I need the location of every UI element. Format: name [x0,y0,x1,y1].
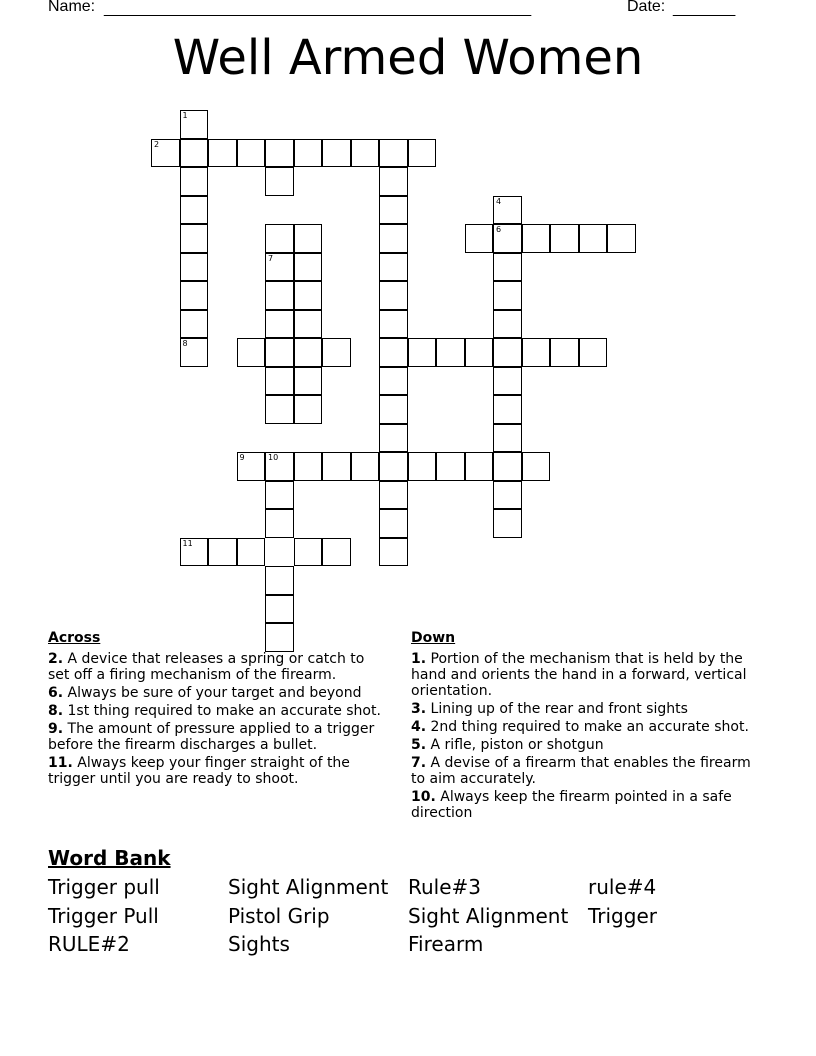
clue-number: 6 [496,225,502,234]
word-bank-item: Sights [228,932,290,956]
word-bank-item: RULE#2 [48,932,130,956]
word-bank-item: Trigger pull [48,875,160,899]
grid-cell[interactable] [265,310,294,339]
across-clue [48,651,388,683]
grid-cell[interactable] [493,424,522,453]
down-clue [411,701,751,717]
grid-cell[interactable] [408,338,437,367]
grid-cell[interactable] [265,224,294,253]
grid-cell[interactable] [550,224,579,253]
grid-cell[interactable] [237,452,266,481]
grid-cell[interactable] [379,253,408,282]
grid-cell[interactable] [294,253,323,282]
grid-cell[interactable] [322,538,351,567]
word-bank [48,873,768,959]
grid-cell[interactable] [294,538,323,567]
grid-cell[interactable] [208,139,237,168]
grid-cell[interactable] [493,509,522,538]
clue-number: 9 [239,453,245,462]
clue-number: 11 [182,538,193,548]
grid-cell[interactable] [579,224,608,253]
grid-cell[interactable] [237,139,266,168]
clue-number: 10 [268,453,279,462]
grid-cell[interactable] [265,481,294,510]
grid-cell[interactable] [522,338,551,367]
grid-cell[interactable] [379,481,408,510]
word-bank-item: Trigger Pull [48,903,159,928]
grid-cell[interactable] [379,338,408,367]
grid-cell[interactable] [493,281,522,310]
grid-cell[interactable] [379,196,408,225]
word-bank-item: Pistol Grip [228,903,330,928]
grid-cell[interactable] [180,338,209,367]
clue-text: Always be sure of your target and beyond [67,685,362,701]
grid-cell[interactable] [265,281,294,310]
across-heading: Across [48,630,101,646]
word-bank-item [588,930,768,959]
grid-cell[interactable] [265,367,294,396]
clue-number-label: 2. [48,651,64,667]
grid-cell[interactable] [379,139,408,168]
clue-number-label: 1. [411,651,427,667]
word-bank-item: Firearm [408,932,484,956]
grid-cell[interactable] [379,281,408,310]
grid-cell[interactable] [237,538,266,567]
grid-cell[interactable] [265,338,294,367]
grid-cell[interactable] [579,338,608,367]
grid-cell[interactable] [493,367,522,396]
grid-cell[interactable] [436,452,465,481]
word-bank-item: Rule#3 [408,875,482,899]
grid-cell[interactable] [151,139,180,168]
grid-cell[interactable] [180,110,209,139]
grid-cell[interactable] [436,338,465,367]
down-clue [411,651,751,699]
grid-cell[interactable] [493,196,522,225]
grid-cell[interactable] [265,139,294,168]
grid-cell[interactable] [607,224,636,253]
clue-text: Portion of the mechanism that is held by the hand and orients the hand in a forward, vertical orientation. [411,651,747,699]
word-bank-row [48,902,768,931]
grid-cell[interactable] [379,224,408,253]
clue-number-label: 5. [411,737,427,753]
grid-cell[interactable] [180,253,209,282]
grid-cell[interactable] [351,139,380,168]
grid-cell[interactable] [265,509,294,538]
down-clue-list [411,651,751,823]
word-bank-row [48,873,768,902]
grid-cell[interactable] [180,196,209,225]
grid-cell[interactable] [265,253,294,282]
grid-cell[interactable] [379,395,408,424]
grid-cell[interactable] [408,139,437,168]
down-clue [411,755,751,787]
clue-number-label: 4. [411,719,427,735]
word-bank-item: Trigger [588,903,657,928]
grid-cell[interactable] [180,281,209,310]
grid-cell[interactable] [379,509,408,538]
clue-number: 7 [268,253,274,263]
clue-text: Always keep the firearm pointed in a safe direction [411,789,732,821]
grid-cell[interactable] [465,338,494,367]
word-bank-row [48,930,768,959]
grid-cell[interactable] [493,395,522,424]
grid-cell[interactable] [493,338,522,367]
clue-text: A device that releases a spring or catch to set off a firing mechanism of the firearm. [48,651,365,683]
down-clue [411,719,751,735]
grid-cell[interactable] [265,167,294,196]
clue-text: Always keep your finger straight of the trigger until you are ready to shoot. [48,755,350,787]
grid-cell[interactable] [180,538,209,567]
grid-cell[interactable] [465,452,494,481]
grid-cell[interactable] [294,139,323,168]
date-label: Date: [627,0,666,15]
clue-number: 4 [496,196,502,206]
clue-text: The amount of pressure applied to a trigger before the firearm discharges a bullet. [48,721,375,753]
clue-text: A devise of a firearm that enables the firearm to aim accurately. [411,755,751,787]
clue-number-label: 10. [411,789,436,805]
grid-cell[interactable] [379,310,408,339]
grid-cell[interactable] [294,310,323,339]
grid-cell[interactable] [265,452,294,481]
across-clue [48,685,388,701]
grid-cell[interactable] [522,452,551,481]
grid-cell[interactable] [379,452,408,481]
clue-text: Lining up of the rear and front sights [430,701,688,717]
grid-cell[interactable] [294,452,323,481]
grid-cell[interactable] [294,395,323,424]
grid-cell[interactable] [493,481,522,510]
clue-text: A rifle, piston or shotgun [430,737,604,753]
clue-number-label: 3. [411,701,427,717]
grid-cell[interactable] [208,538,237,567]
grid-cell[interactable] [294,338,323,367]
grid-cell[interactable] [493,224,522,253]
clue-number-label: 11. [48,755,73,771]
grid-cell[interactable] [265,395,294,424]
grid-cell[interactable] [322,452,351,481]
across-clue [48,755,388,787]
clue-number: 8 [182,339,188,348]
name-blank-line[interactable]: ________________________________________________ [104,0,532,17]
clue-number: 2 [154,139,160,149]
grid-cell[interactable] [265,566,294,595]
grid-cell[interactable] [265,595,294,624]
clue-number-label: 9. [48,721,64,737]
clue-number-label: 7. [411,755,427,771]
down-heading: Down [411,630,456,646]
grid-cell[interactable] [265,623,294,652]
grid-cell[interactable] [322,139,351,168]
grid-cell[interactable] [493,452,522,481]
puzzle-title: Well Armed Women [172,30,644,86]
grid-cell[interactable] [180,310,209,339]
grid-cell[interactable] [294,224,323,253]
across-clue-list [48,651,388,789]
grid-cell[interactable] [379,538,408,567]
grid-cell[interactable] [294,367,323,396]
word-bank-item: Sight Alignment [408,903,569,928]
grid-cell[interactable] [522,224,551,253]
grid-cell[interactable] [493,310,522,339]
grid-cell[interactable] [379,424,408,453]
down-clue [411,789,751,821]
date-blank-line[interactable]: _______ [673,0,736,17]
name-label: Name: [48,0,96,15]
grid-cell[interactable] [180,224,209,253]
grid-cell[interactable] [550,338,579,367]
grid-cell[interactable] [180,167,209,196]
across-clue [48,721,388,753]
word-bank-item: rule#4 [588,875,657,899]
grid-cell[interactable] [237,338,266,367]
word-bank-title: Word Bank [48,846,171,870]
clue-number-label: 6. [48,685,64,701]
clue-number: 1 [182,111,188,120]
grid-cell[interactable] [465,224,494,253]
word-bank-item: Sight Alignment [228,875,389,899]
clue-text: 1st thing required to make an accurate shot. [67,703,381,719]
grid-cell[interactable] [322,338,351,367]
across-clue [48,703,388,719]
grid-cell[interactable] [379,367,408,396]
grid-cell[interactable] [180,139,209,168]
clue-number-label: 8. [48,703,64,719]
grid-cell[interactable] [379,167,408,196]
grid-cell[interactable] [294,281,323,310]
grid-cell[interactable] [351,452,380,481]
down-clue [411,737,751,753]
grid-cell[interactable] [493,253,522,282]
grid-cell[interactable] [408,452,437,481]
clue-text: 2nd thing required to make an accurate shot. [430,719,749,735]
